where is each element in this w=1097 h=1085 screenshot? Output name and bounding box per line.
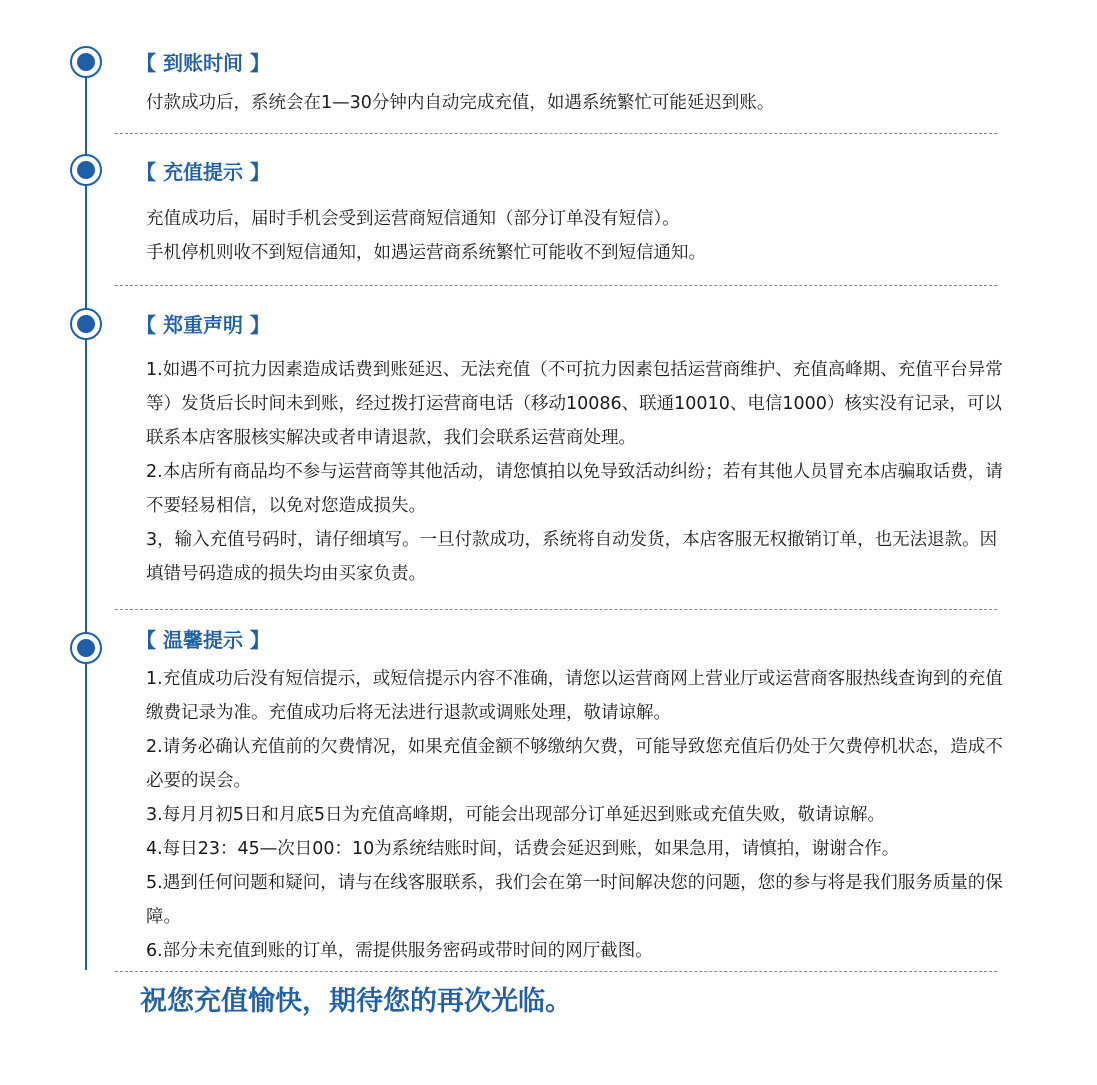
section-divider [115, 609, 997, 610]
section-line: 6.部分未充值到账的订单，需提供服务密码或带时间的网厅截图。 [146, 941, 653, 961]
timeline-node-icon [70, 308, 102, 340]
section-heading-friendly-tips: 【 温馨提示 】 [136, 628, 270, 652]
timeline-line [85, 62, 87, 970]
section-line: 付款成功后，系统会在1—30分钟内自动完成充值，如遇系统繁忙可能延迟到账。 [146, 93, 775, 113]
section-body-recharge-tips [146, 202, 1006, 270]
section-line: 3.每月月初5日和月底5日为充值高峰期，可能会出现部分订单延迟到账或充值失败，敬请谅解。 [146, 805, 885, 825]
closing-message: 祝您充值愉快，期待您的再次光临。 [140, 986, 572, 1017]
section-line: 手机停机则收不到短信通知，如遇运营商系统繁忙可能收不到短信通知。 [146, 243, 706, 263]
section-line: 1.如遇不可抗力因素造成话费到账延迟、无法充值（不可抗力因素包括运营商维护、充值高峰期、充值平台异常等）发货后长时间未到账，经过拨打运营商电话（移动10086、联通10010、电信1000）核实没有记录，可以联系本店客服核实解决或者申请退款，我们会联系运营商处理。 [146, 360, 1003, 448]
section-heading-arrival-time: 【 到账时间 】 [136, 51, 270, 75]
section-line: 2.请务必确认充值前的欠费情况，如果充值金额不够缴纳欠费，可能导致您充值后仍处于欠费停机状态，造成不必要的误会。 [146, 737, 1003, 791]
section-body-statement [146, 353, 1006, 591]
section-body-friendly-tips [146, 662, 1006, 968]
timeline-node-icon [70, 632, 102, 664]
section-divider [115, 133, 997, 134]
section-body-arrival-time [146, 86, 1006, 120]
section-line: 4.每日23：45—次日00：10为系统结账时间，话费会延迟到账，如果急用，请慎拍，谢谢合作。 [146, 839, 900, 859]
section-heading-recharge-tips: 【 充值提示 】 [136, 160, 270, 184]
section-line: 5.遇到任何问题和疑问，请与在线客服联系，我们会在第一时间解决您的问题，您的参与将是我们服务质量的保障。 [146, 873, 1003, 927]
section-divider [115, 971, 997, 972]
section-heading-statement: 【 郑重声明 】 [136, 313, 270, 337]
timeline-node-icon [70, 154, 102, 186]
section-line: 1.充值成功后没有短信提示，或短信提示内容不准确，请您以运营商网上营业厅或运营商客服热线查询到的充值缴费记录为准。充值成功后将无法进行退款或调账处理，敬请谅解。 [146, 669, 1003, 723]
section-line: 2.本店所有商品均不参与运营商等其他活动，请您慎拍以免导致活动纠纷；若有其他人员冒充本店骗取话费，请不要轻易相信，以免对您造成损失。 [146, 462, 1003, 516]
timeline-node-icon [70, 46, 102, 78]
section-line: 充值成功后，届时手机会受到运营商短信通知（部分订单没有短信）。 [146, 209, 680, 229]
section-line: 3，输入充值号码时，请仔细填写。一旦付款成功，系统将自动发货，本店客服无权撤销订单，也无法退款。因填错号码造成的损失均由买家负责。 [146, 530, 998, 584]
section-divider [115, 285, 997, 286]
